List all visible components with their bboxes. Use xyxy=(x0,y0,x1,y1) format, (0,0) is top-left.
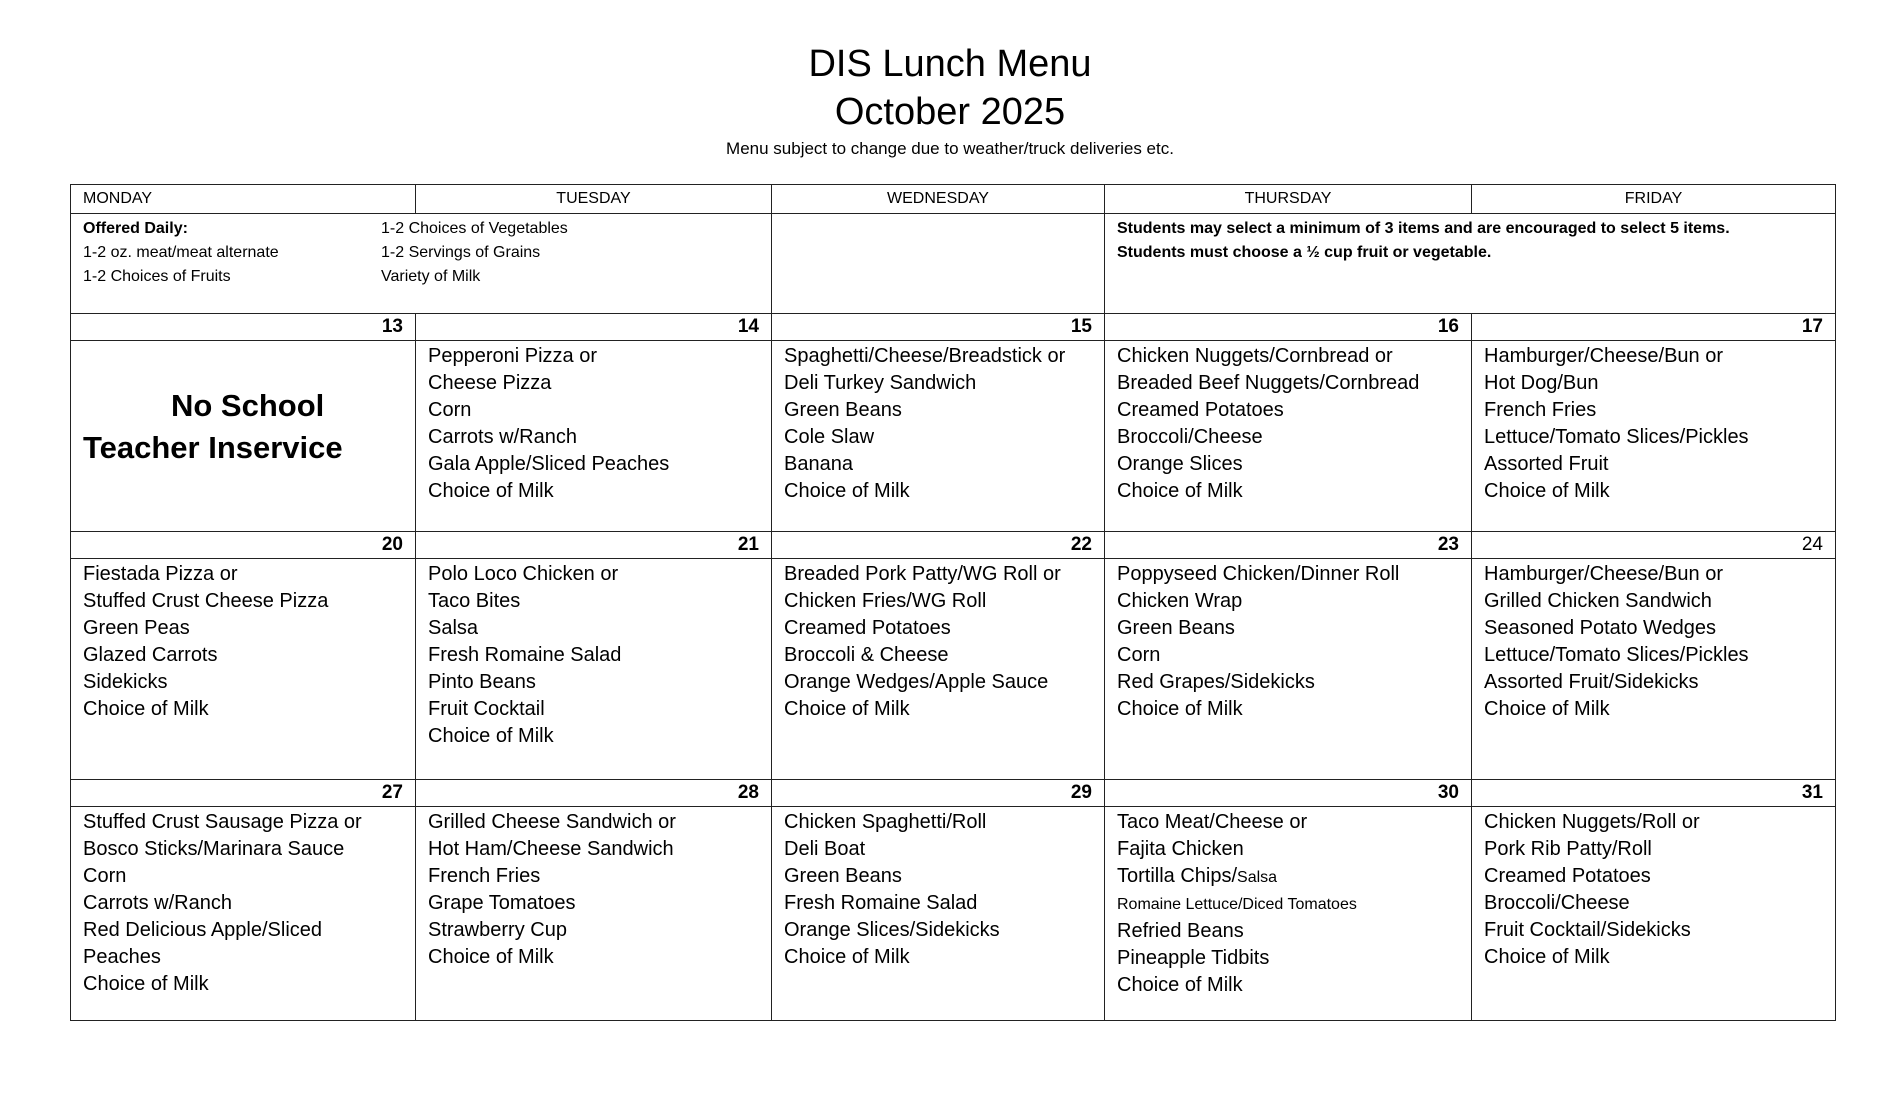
menu-item: Pepperoni Pizza or xyxy=(428,345,597,367)
menu-item: Pork Rib Patty/Roll xyxy=(1484,838,1652,860)
empty-info-cell xyxy=(772,214,1105,314)
date-number-tuesday: 28 xyxy=(416,780,772,807)
menu-item: Hot Dog/Bun xyxy=(1484,372,1599,394)
menu-cell-thursday xyxy=(1105,807,1472,1021)
menu-item: Choice of Milk xyxy=(83,698,209,720)
menu-item: Choice of Milk xyxy=(784,698,910,720)
menu-item-text: Tortilla Chips/ xyxy=(1117,865,1238,887)
no-school-text: Teacher Inservice xyxy=(83,430,343,465)
menu-item: Deli Turkey Sandwich xyxy=(784,372,977,394)
menu-item: Hamburger/Cheese/Bun or xyxy=(1484,345,1724,367)
menu-item: Fruit Cocktail xyxy=(428,698,545,720)
menu-item: Carrots w/Ranch xyxy=(428,426,577,448)
menu-item: Choice of Milk xyxy=(428,725,554,747)
date-number-monday: 27 xyxy=(71,780,416,807)
menu-item: Chicken Wrap xyxy=(1117,590,1243,612)
date-number-tuesday: 14 xyxy=(416,314,772,341)
menu-item: Choice of Milk xyxy=(83,973,209,995)
menu-item: Hot Ham/Cheese Sandwich xyxy=(428,838,674,860)
date-number-monday: 20 xyxy=(71,532,416,559)
menu-item: Fresh Romaine Salad xyxy=(784,892,978,914)
date-number-tuesday: 21 xyxy=(416,532,772,559)
menu-item: Grilled Chicken Sandwich xyxy=(1484,590,1712,612)
menu-item: Poppyseed Chicken/Dinner Roll xyxy=(1117,563,1400,585)
menu-item: Pinto Beans xyxy=(428,671,536,693)
menu-cell-tuesday xyxy=(416,559,772,780)
info-row xyxy=(71,214,1836,314)
menu-cell-friday xyxy=(1472,807,1836,1021)
menu-item: Glazed Carrots xyxy=(83,644,218,666)
menu-item: French Fries xyxy=(1484,399,1597,421)
offered-item: Variety of Milk xyxy=(381,268,481,285)
offered-daily-cell xyxy=(71,214,772,314)
menu-item: Broccoli/Cheese xyxy=(1484,892,1630,914)
menu-item: Choice of Milk xyxy=(784,480,910,502)
menu-item: Banana xyxy=(784,453,853,475)
menu-cell-tuesday xyxy=(416,807,772,1021)
date-number-friday: 31 xyxy=(1472,780,1836,807)
menu-cell-monday xyxy=(71,559,416,780)
date-number-monday: 13 xyxy=(71,314,416,341)
date-row xyxy=(71,780,1836,807)
menu-item: Corn xyxy=(428,399,472,421)
date-number-friday: 17 xyxy=(1472,314,1836,341)
menu-item: Taco Bites xyxy=(428,590,521,612)
date-number-thursday: 23 xyxy=(1105,532,1472,559)
menu-item: Polo Loco Chicken or xyxy=(428,563,619,585)
meal-row xyxy=(71,807,1836,1021)
day-header-thursday: THURSDAY xyxy=(1105,185,1472,214)
menu-item: Chicken Nuggets/Cornbread or xyxy=(1117,345,1393,367)
menu-item: Lettuce/Tomato Slices/Pickles xyxy=(1484,644,1749,666)
menu-item: Red Delicious Apple/Sliced xyxy=(83,919,323,941)
menu-item: Green Beans xyxy=(1117,617,1235,639)
menu-item: Broccoli/Cheese xyxy=(1117,426,1263,448)
menu-item: Cole Slaw xyxy=(784,426,875,448)
menu-item: Lettuce/Tomato Slices/Pickles xyxy=(1484,426,1749,448)
menu-cell-tuesday xyxy=(416,341,772,532)
menu-item: Orange Slices xyxy=(1117,453,1243,475)
menu-item: Spaghetti/Cheese/Breadstick or xyxy=(784,345,1066,367)
menu-cell-wednesday xyxy=(772,341,1105,532)
menu-item: French Fries xyxy=(428,865,541,887)
date-number-wednesday: 15 xyxy=(772,314,1105,341)
menu-item: Green Beans xyxy=(784,865,902,887)
menu-item: Assorted Fruit/Sidekicks xyxy=(1484,671,1699,693)
menu-item: Choice of Milk xyxy=(1484,946,1610,968)
menu-item: Chicken Nuggets/Roll or xyxy=(1484,811,1700,833)
menu-item: Fiestada Pizza or xyxy=(83,563,238,585)
menu-item: Breaded Pork Patty/WG Roll or xyxy=(784,563,1061,585)
menu-item: Fajita Chicken xyxy=(1117,838,1244,860)
page-subtitle: Menu subject to change due to weather/truck deliveries etc. xyxy=(726,139,1174,158)
menu-item: Stuffed Crust Cheese Pizza xyxy=(83,590,329,612)
menu-item: Choice of Milk xyxy=(1484,698,1610,720)
lunch-menu-calendar xyxy=(70,184,1836,1021)
date-row xyxy=(71,532,1836,559)
no-school-notice xyxy=(83,343,403,469)
menu-item: Creamed Potatoes xyxy=(1117,399,1284,421)
menu-item: Choice of Milk xyxy=(1117,698,1243,720)
menu-cell-wednesday xyxy=(772,559,1105,780)
menu-cell-thursday xyxy=(1105,559,1472,780)
menu-item xyxy=(1117,863,1459,891)
menu-item: Pineapple Tidbits xyxy=(1117,947,1270,969)
menu-item: Cheese Pizza xyxy=(428,372,552,394)
date-number-wednesday: 22 xyxy=(772,532,1105,559)
menu-item: Orange Slices/Sidekicks xyxy=(784,919,1000,941)
page-title: DIS Lunch Menu xyxy=(808,43,1092,85)
menu-cell-thursday xyxy=(1105,341,1472,532)
menu-item: Breaded Beef Nuggets/Cornbread xyxy=(1117,372,1420,394)
no-school-text: No School xyxy=(171,388,325,423)
selection-rule: Students must choose a ½ cup fruit or vegetable. xyxy=(1117,244,1492,261)
menu-item: Corn xyxy=(83,865,127,887)
menu-item: Creamed Potatoes xyxy=(784,617,951,639)
day-header-monday: MONDAY xyxy=(71,185,416,214)
menu-item: Sidekicks xyxy=(83,671,168,693)
menu-item: Choice of Milk xyxy=(428,946,554,968)
offered-daily-heading: Offered Daily: xyxy=(83,220,188,237)
menu-item: Broccoli & Cheese xyxy=(784,644,949,666)
weekday-header-row xyxy=(71,185,1836,214)
selection-rule: Students may select a minimum of 3 items and are encouraged to select 5 items. xyxy=(1117,220,1730,237)
menu-item: Gala Apple/Sliced Peaches xyxy=(428,453,670,475)
offered-item: 1-2 Choices of Vegetables xyxy=(381,220,568,237)
date-number-thursday: 30 xyxy=(1105,780,1472,807)
date-number-friday: 24 xyxy=(1472,532,1836,559)
menu-cell-monday xyxy=(71,341,416,532)
menu-item: Salsa xyxy=(428,617,479,639)
menu-item: Choice of Milk xyxy=(1117,480,1243,502)
menu-item: Seasoned Potato Wedges xyxy=(1484,617,1717,639)
menu-item: Red Grapes/Sidekicks xyxy=(1117,671,1315,693)
menu-item: Taco Meat/Cheese or xyxy=(1117,811,1308,833)
menu-item: Chicken Spaghetti/Roll xyxy=(784,811,987,833)
page-month: October 2025 xyxy=(834,91,1066,133)
menu-item: Strawberry Cup xyxy=(428,919,567,941)
menu-item: Fresh Romaine Salad xyxy=(428,644,622,666)
menu-item-text: Salsa xyxy=(1237,869,1278,886)
selection-rules-cell xyxy=(1105,214,1836,314)
menu-item: Green Beans xyxy=(784,399,902,421)
menu-item: Green Peas xyxy=(83,617,190,639)
menu-item: Hamburger/Cheese/Bun or xyxy=(1484,563,1724,585)
menu-item: Choice of Milk xyxy=(428,480,554,502)
menu-item: Carrots w/Ranch xyxy=(83,892,232,914)
menu-cell-friday xyxy=(1472,341,1836,532)
meal-row xyxy=(71,559,1836,780)
menu-cell-wednesday xyxy=(772,807,1105,1021)
menu-item: Grilled Cheese Sandwich or xyxy=(428,811,676,833)
menu-cell-monday xyxy=(71,807,416,1021)
day-header-tuesday: TUESDAY xyxy=(416,185,772,214)
offered-item: 1-2 Servings of Grains xyxy=(381,244,541,261)
offered-item: 1-2 oz. meat/meat alternate xyxy=(83,244,279,261)
day-header-friday: FRIDAY xyxy=(1472,185,1836,214)
menu-item: Creamed Potatoes xyxy=(1484,865,1651,887)
menu-item: Refried Beans xyxy=(1117,920,1244,942)
menu-item: Choice of Milk xyxy=(1117,974,1243,996)
menu-item: Corn xyxy=(1117,644,1161,666)
menu-item: Chicken Fries/WG Roll xyxy=(784,590,987,612)
day-header-wednesday: WEDNESDAY xyxy=(772,185,1105,214)
date-number-thursday: 16 xyxy=(1105,314,1472,341)
menu-item: Choice of Milk xyxy=(784,946,910,968)
menu-item: Deli Boat xyxy=(784,838,866,860)
menu-item: Assorted Fruit xyxy=(1484,453,1609,475)
offered-item: 1-2 Choices of Fruits xyxy=(83,268,231,285)
menu-item: Choice of Milk xyxy=(1484,480,1610,502)
menu-item: Stuffed Crust Sausage Pizza or xyxy=(83,811,362,833)
date-number-wednesday: 29 xyxy=(772,780,1105,807)
menu-item: Orange Wedges/Apple Sauce xyxy=(784,671,1049,693)
menu-item: Romaine Lettuce/Diced Tomatoes xyxy=(1117,896,1357,913)
menu-item: Fruit Cocktail/Sidekicks xyxy=(1484,919,1691,941)
menu-item: Peaches xyxy=(83,946,161,968)
menu-item: Bosco Sticks/Marinara Sauce xyxy=(83,838,345,860)
meal-row xyxy=(71,341,1836,532)
menu-item: Grape Tomatoes xyxy=(428,892,576,914)
date-row xyxy=(71,314,1836,341)
menu-cell-friday xyxy=(1472,559,1836,780)
